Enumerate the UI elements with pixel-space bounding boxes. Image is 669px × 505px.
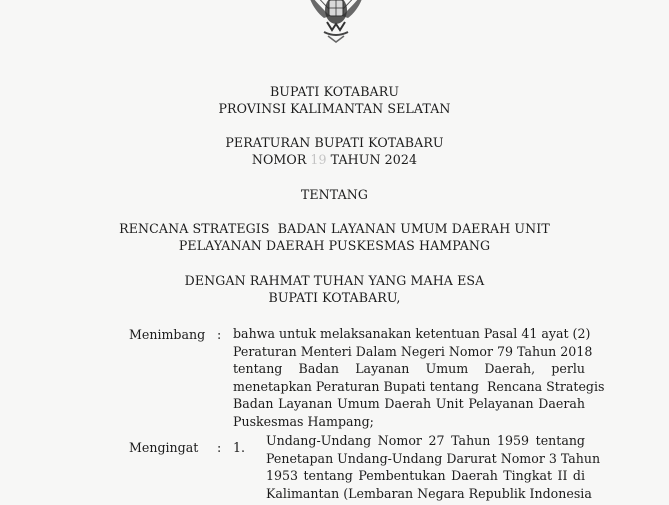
mengingat-label: Mengingat — [129, 440, 199, 455]
mengingat-line: Undang-Undang Nomor 27 Tahun 1959 tentang — [266, 433, 585, 448]
grace-block — [0, 272, 669, 306]
menimbang-line: Badan Layanan Umum Daerah Unit Pelayanan Daerah — [233, 396, 585, 412]
number-suffix: TAHUN 2024 — [330, 152, 418, 167]
menimbang-line: Peraturan Menteri Dalam Negeri Nomor 79 Tahun 2018 — [233, 343, 593, 359]
grace-line-1: DENGAN RAHMAT TUHAN YANG MAHA ESA — [184, 273, 485, 288]
subject-block — [0, 220, 669, 254]
menimbang-label: Menimbang — [129, 327, 206, 342]
regent-title: BUPATI KOTABARU — [269, 84, 400, 99]
number-value: 19 — [310, 152, 327, 167]
mengingat-colon: : — [217, 440, 222, 455]
mengingat-line: 1953 tentang Pembentukan Daerah Tingkat II di — [266, 468, 585, 484]
mengingat-paragraph — [266, 432, 601, 502]
regulation-number — [0, 151, 669, 168]
document-header — [0, 83, 669, 117]
menimbang-colon: : — [217, 327, 222, 342]
subject-line-1: RENCANA STRATEGIS BADAN LAYANAN UMUM DAERAH UNIT — [119, 221, 550, 236]
regulation-title: PERATURAN BUPATI KOTABARU — [225, 135, 444, 150]
subject-line-2: PELAYANAN DAERAH PUSKESMAS HAMPANG — [178, 238, 491, 253]
menimbang-line: Puskesmas Hampang; — [233, 413, 374, 429]
province-title: PROVINSI KALIMANTAN SELATAN — [218, 101, 451, 116]
garuda-emblem-icon — [302, 0, 370, 44]
menimbang-line: tentang Badan Layanan Umum Daerah, perlu — [233, 361, 585, 377]
menimbang-paragraph — [233, 325, 605, 431]
grace-line-2: BUPATI KOTABARU, — [268, 290, 401, 305]
about-heading: TENTANG — [300, 187, 369, 202]
mengingat-item-number: 1. — [233, 440, 246, 455]
number-prefix: NOMOR — [251, 152, 307, 167]
menimbang-line: bahwa untuk melaksanakan ketentuan Pasal 41 ayat (2) — [233, 326, 591, 341]
menimbang-line: menetapkan Peraturan Bupati tentang Rencana Strategis — [233, 378, 605, 394]
mengingat-line: Kalimantan (Lembaran Negara Republik Indonesia — [266, 485, 592, 501]
regulation-block — [0, 134, 669, 168]
mengingat-line: Penetapan Undang-Undang Darurat Nomor 3 Tahun — [266, 450, 601, 466]
